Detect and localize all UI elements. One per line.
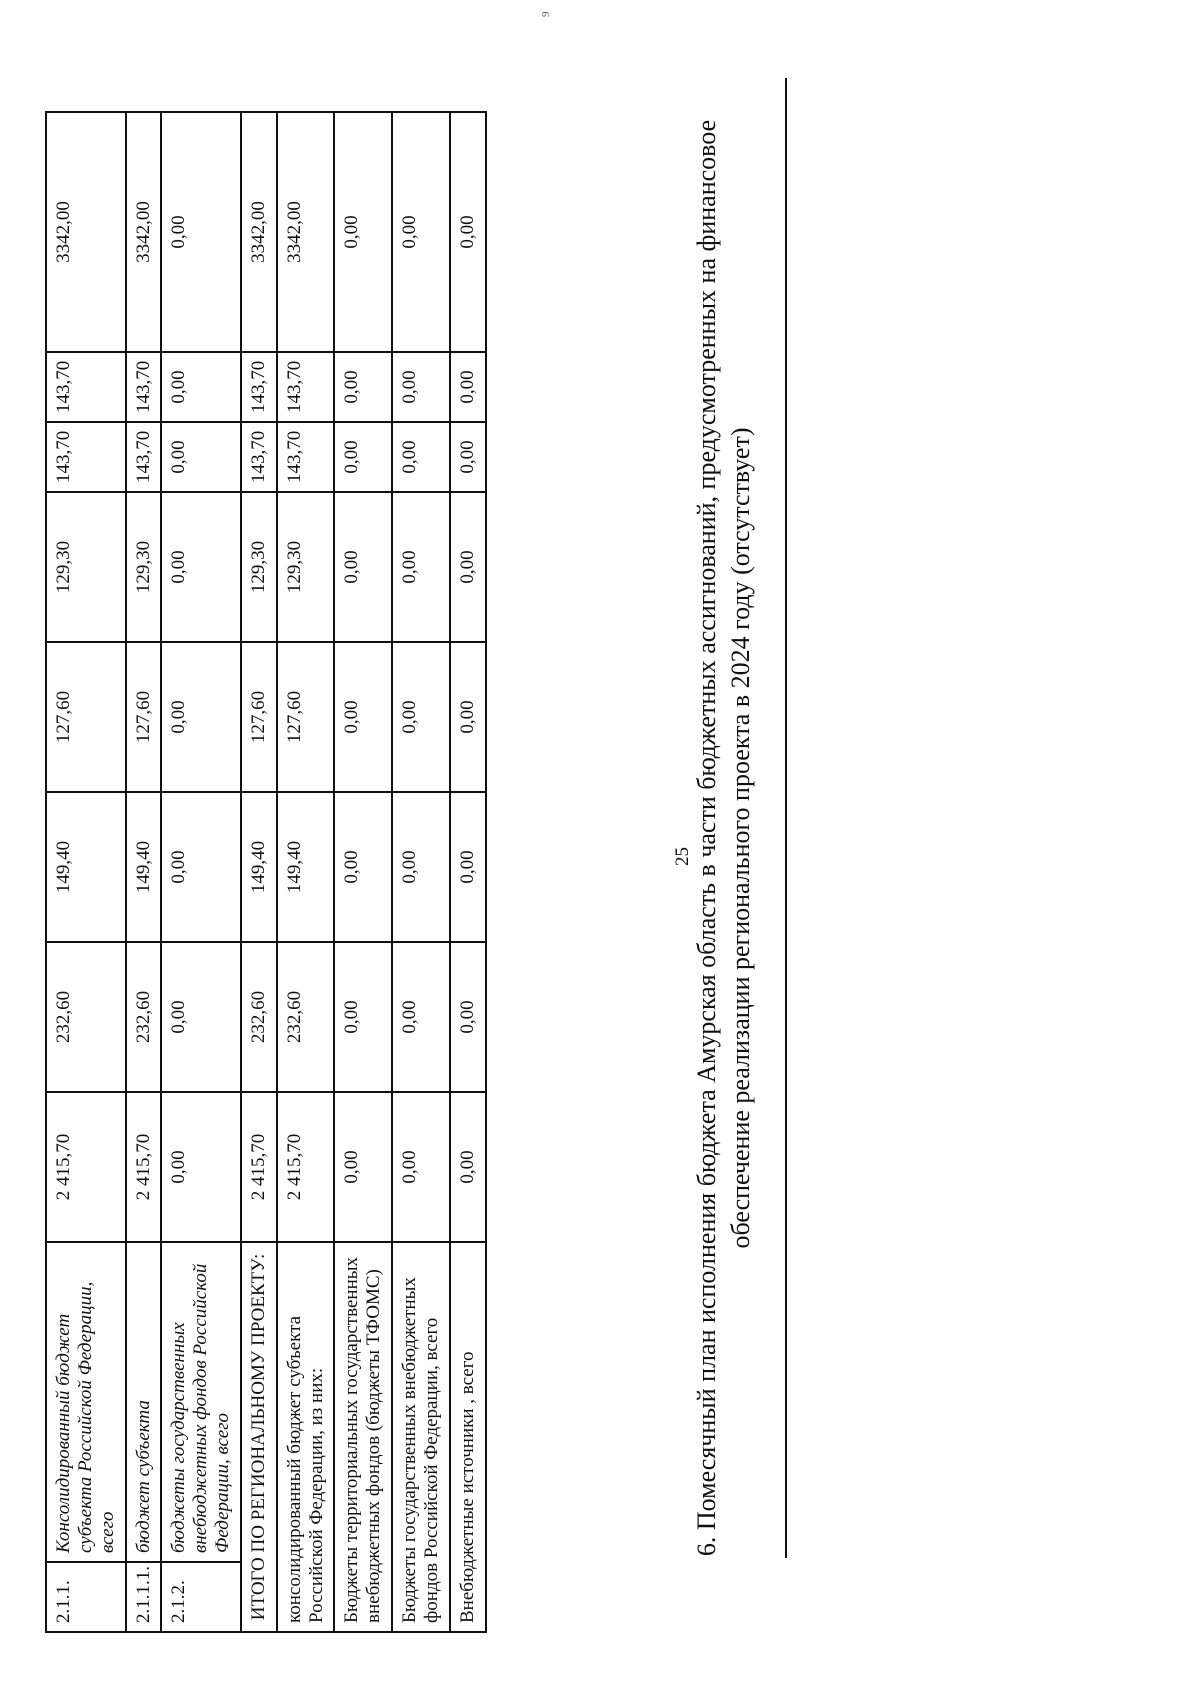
value-cell: 143,70 <box>126 352 162 422</box>
value-cell: 0,00 <box>450 642 486 792</box>
value-cell: 149,40 <box>46 792 126 942</box>
value-cell: 0,00 <box>334 352 392 422</box>
value-cell: 149,40 <box>241 792 277 942</box>
table-row <box>392 112 450 1632</box>
value-cell: 129,30 <box>277 492 335 642</box>
value-cell: 0,00 <box>450 422 486 492</box>
value-cell: 127,60 <box>46 642 126 792</box>
value-cell: 232,60 <box>46 942 126 1092</box>
value-cell: 129,30 <box>241 492 277 642</box>
row-code: 2.1.1. <box>46 1562 126 1632</box>
row-name: Бюджеты государственных внебюджетных фондов Российской Федерации, всего <box>392 1242 450 1632</box>
table-row <box>277 112 335 1632</box>
table-row <box>334 112 392 1632</box>
value-cell: 3342,00 <box>277 112 335 352</box>
value-cell: 2 415,70 <box>277 1092 335 1242</box>
value-cell: 2 415,70 <box>126 1092 162 1242</box>
value-cell: 0,00 <box>392 792 450 942</box>
value-cell: 0,00 <box>161 942 241 1092</box>
value-cell: 0,00 <box>161 792 241 942</box>
row-name: Консолидированный бюджет субъекта Российской Федерации, всего <box>46 1242 126 1562</box>
value-cell: 0,00 <box>161 112 241 352</box>
corner-mark: 9 <box>540 11 552 17</box>
value-cell: 0,00 <box>161 422 241 492</box>
value-cell: 149,40 <box>277 792 335 942</box>
value-cell: 127,60 <box>241 642 277 792</box>
table-row <box>450 112 486 1632</box>
value-cell: 0,00 <box>334 942 392 1092</box>
value-cell: 3342,00 <box>126 112 162 352</box>
value-cell: 143,70 <box>46 422 126 492</box>
value-cell: 232,60 <box>126 942 162 1092</box>
value-cell: 127,60 <box>126 642 162 792</box>
value-cell: 0,00 <box>334 642 392 792</box>
value-cell: 129,30 <box>126 492 162 642</box>
value-cell: 0,00 <box>334 492 392 642</box>
value-cell: 0,00 <box>392 422 450 492</box>
value-cell: 0,00 <box>392 1092 450 1242</box>
value-cell: 0,00 <box>450 1092 486 1242</box>
value-cell: 3342,00 <box>46 112 126 352</box>
page-number: 25 <box>672 847 693 866</box>
value-cell: 0,00 <box>450 352 486 422</box>
value-cell: 0,00 <box>450 942 486 1092</box>
table-row <box>126 112 162 1632</box>
row-code: 2.1.1.1. <box>126 1562 162 1632</box>
value-cell: 0,00 <box>334 112 392 352</box>
value-cell: 0,00 <box>161 642 241 792</box>
value-cell: 143,70 <box>46 352 126 422</box>
value-cell: 0,00 <box>450 492 486 642</box>
table-body <box>46 112 486 1632</box>
value-cell: 127,60 <box>277 642 335 792</box>
value-cell: 0,00 <box>161 1092 241 1242</box>
value-cell: 149,40 <box>126 792 162 942</box>
total-row <box>241 112 277 1632</box>
row-name: консолидированный бюджет субъекта Российской Федерации, из них: <box>277 1242 335 1632</box>
value-cell: 3342,00 <box>241 112 277 352</box>
row-name: Бюджеты территориальных государственных внебюджетных фондов (бюджеты ТФОМС) <box>334 1242 392 1632</box>
value-cell: 0,00 <box>392 492 450 642</box>
value-cell: 232,60 <box>277 942 335 1092</box>
value-cell: 2 415,70 <box>241 1092 277 1242</box>
value-cell: 143,70 <box>126 422 162 492</box>
value-cell: 143,70 <box>277 352 335 422</box>
value-cell: 0,00 <box>161 492 241 642</box>
total-label: ИТОГО ПО РЕГИОНАЛЬНОМУ ПРОЕКТУ: <box>241 1242 277 1632</box>
value-cell: 2 415,70 <box>46 1092 126 1242</box>
value-cell: 143,70 <box>241 352 277 422</box>
row-name: бюджеты государственных внебюджетных фондов Российской Федерации, всего <box>161 1242 241 1562</box>
table-row <box>161 112 241 1632</box>
row-code: 2.1.2. <box>161 1562 241 1632</box>
value-cell: 0,00 <box>161 352 241 422</box>
value-cell: 0,00 <box>334 792 392 942</box>
row-name: Внебюджетные источники , всего <box>450 1242 486 1632</box>
value-cell: 0,00 <box>334 1092 392 1242</box>
value-cell: 0,00 <box>392 352 450 422</box>
row-name: бюджет субъекта <box>126 1242 162 1562</box>
value-cell: 0,00 <box>450 792 486 942</box>
bottom-rule <box>785 78 787 1558</box>
section-heading: 6. Помесячный план исполнения бюджета Амурская область в части бюджетных ассигнований, предусмотренных на финансовое обеспечение реализации регионального проекта в 2024 году (отсутствует) <box>692 119 755 1557</box>
value-cell: 0,00 <box>392 112 450 352</box>
value-cell: 143,70 <box>241 422 277 492</box>
value-cell: 0,00 <box>392 642 450 792</box>
value-cell: 0,00 <box>392 942 450 1092</box>
budget-table <box>45 111 487 1633</box>
value-cell: 0,00 <box>334 422 392 492</box>
value-cell: 0,00 <box>450 112 486 352</box>
value-cell: 232,60 <box>241 942 277 1092</box>
value-cell: 129,30 <box>46 492 126 642</box>
value-cell: 143,70 <box>277 422 335 492</box>
table-row <box>46 112 126 1632</box>
